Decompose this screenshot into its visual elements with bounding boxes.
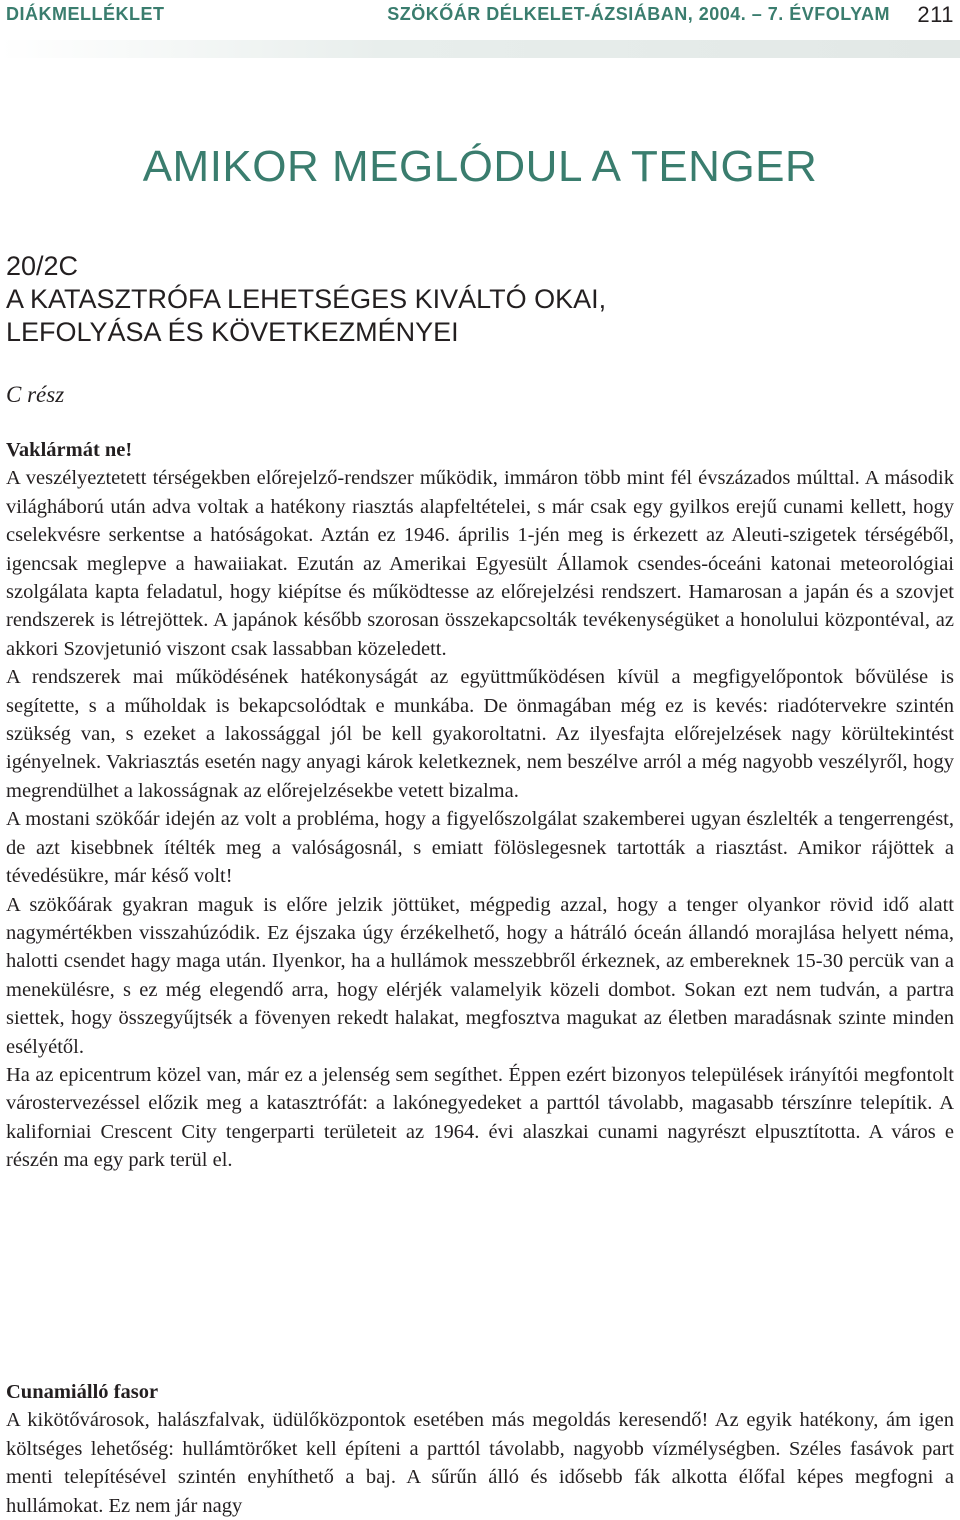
paragraph: A kikötővárosok, halászfalvak, üdülőközpontok esetében más megoldás keresendő! Az egyik hatékony, ám igen költséges lehetőség: hullámtörőket kell építeni a parttól távolabb, nagyobb vízmélységben. Széles fasávok part menti telepítésével szintén enyhíthető a baj. A sűrűn álló és idősebb fák alkotta élőfal képes megfogni a hullámokat. Ez nem jár nagy — [6, 1409, 954, 1517]
page-header — [0, 0, 960, 30]
paragraph: A rendszerek mai működésének hatékonyságát az együttműködésen kívül a megfigyelőpontok bővülése is segítette, s a műholdak is bekapcsolódtak e munkába. De önmagában még ez is kevés: riadótervekre szintén szükség van, s ezeket a lakossággal jól be kell gyakoroltatni. Az ilyesfajta előrejelzések nagy körültekintést igényelnek. Vakriasztás esetén nagy anyagi károk keletkeznek, nem beszélve arról a még nagyobb veszélyről, hogy megrendülhet a lakosságnak az előrejelzésekbe vetett bizalma. — [6, 666, 954, 802]
page-number: 211 — [917, 2, 954, 27]
header-left-label: DIÁKMELLÉKLET — [6, 4, 165, 24]
subtitle-code: 20/2C — [6, 251, 79, 281]
paragraph: A veszélyeztetett térségekben előrejelző-rendszer működik, immáron több mint fél évszázados múlttal. A második világháború után adva voltak a hatékony riasztás alapfeltételei, s már csak egy gyilkos erejű cunami kellett, hogy cselekvésre serkentse a hatóságokat. Aztán ez 1946. április 1-jén meg is érkezett az Aleuti-szigetek térségéből, igencsak meglepve a hawaiiakat. Ezután az Amerikai Egyesült Államok csendes-óceáni katonai meteorológiai szolgálata kapta feladatul, hogy kiépítse és működtesse az előrejelzési rendszert. Hamarosan a japán és a szovjet rendszerek is létrejöttek. A japánok később szorosan összekapcsolták tevékenységüket a honolului központéval, az akkori Szovjetunió viszont csak lassabban közeledett. — [6, 467, 954, 660]
header-band — [0, 40, 960, 58]
section-cunamiallo-fasor — [6, 1378, 954, 1520]
paragraph: A mostani szökőár idején az volt a probléma, hogy a figyelőszolgálat szakemberei ugyan észlelték a tengerrengést, de azt kisebbnek ítélték meg a valóságosnál, s emiatt fölöslegesnek tartották a riasztást. Amikor rájöttek a tévedésükre, már késő volt! — [6, 808, 954, 888]
section-vaklarmat — [6, 436, 954, 1175]
section-heading: Cunamiálló fasor — [6, 1381, 159, 1403]
section-heading: Vaklármát ne! — [6, 439, 133, 461]
header-right-label: SZÖKŐÁR DÉLKELET-ÁZSIÁBAN, 2004. – 7. ÉVFOLYAM — [387, 4, 890, 24]
paragraph: A szökőárak gyakran maguk is előre jelzik jöttüket, mégpedig azzal, hogy a tenger olyankor rövid idő alatt nagymértékben visszahúzódik. Ez éjszaka úgy érzékelhető, hogy a hátráló óceán állandó morajlása helyett néma, halotti csendet hagy maga után. Ilyenkor, ha a hullámok messzebbről érkeznek, az embereknek 15-30 percük van a menekülésre, s ez még elegendő arra, hogy elérjék valamelyik közeli dombot. Sokan ezt nem tudván, a partra siettek, hogy összegyűjtsék a fövenyen rekedt halakat, megfosztva magukat az életben maradásnak szinte minden esélyétől. — [6, 893, 954, 1058]
paragraph: Ha az epicentrum közel van, már ez a jelenség sem segíthet. Éppen ezért bizonyos települések irányítói megfontolt várostervezéssel előzik meg a katasztrófát: a lakónegyedeket a parttól távolabb, magasabb térszínre telepítik. A kaliforniai Crescent City tengerparti területeit az 1964. évi alaszkai cunami nagyrészt elpusztította. A város e részén ma egy park terül el. — [6, 1063, 954, 1172]
part-label: C rész — [6, 382, 65, 407]
subtitle-line-1: A KATASZTRÓFA LEHETSÉGES KIVÁLTÓ OKAI, — [6, 284, 607, 314]
page-title: AMIKOR MEGLÓDUL A TENGER — [142, 142, 818, 191]
subtitle-line-2: LEFOLYÁSA ÉS KÖVETKEZMÉNYEI — [6, 317, 459, 347]
